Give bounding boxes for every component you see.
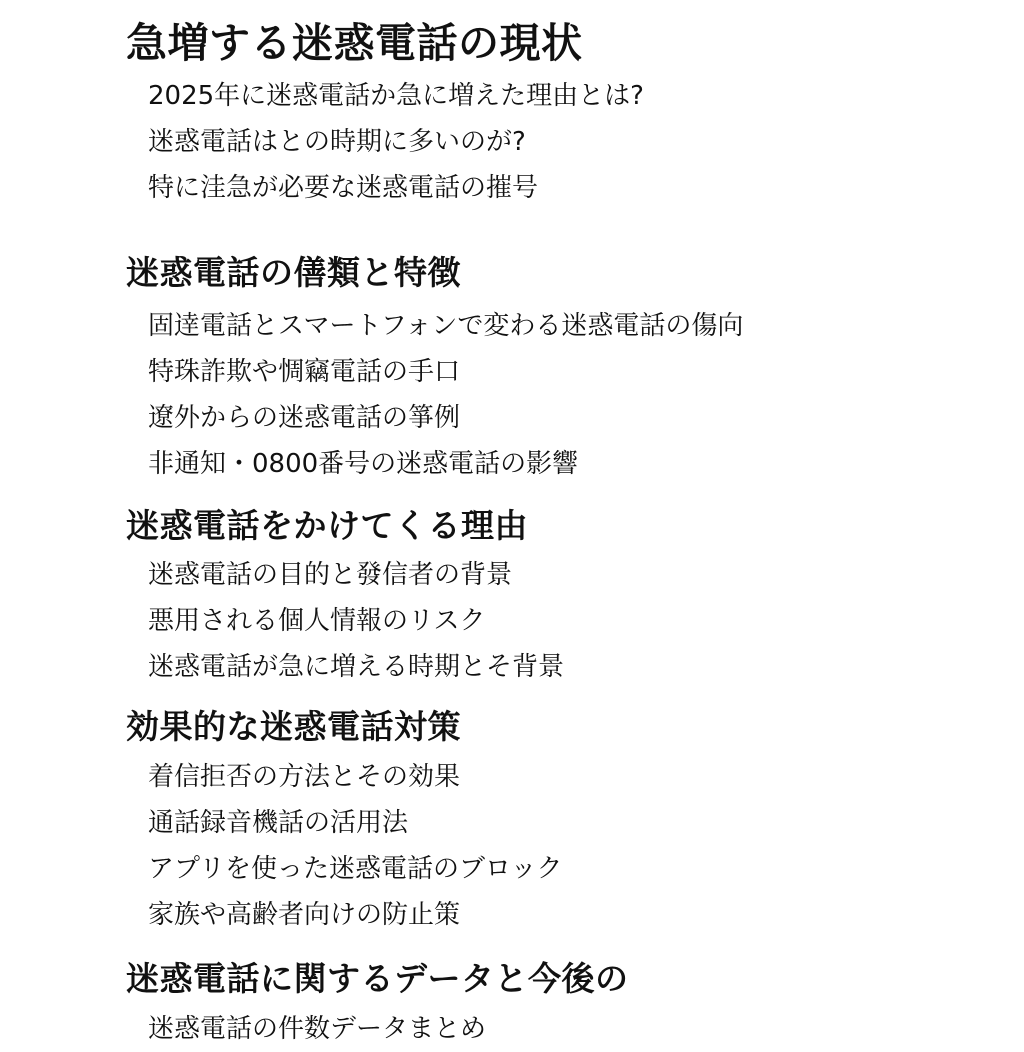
section-2 bbox=[126, 252, 1006, 487]
section-1 bbox=[126, 18, 1006, 211]
list-item: 非通知・0800番号の迷惑電話の影響 bbox=[148, 449, 579, 479]
list-item: 家族や高齢者向けの防止策 bbox=[148, 900, 461, 930]
list-item: 悪用される個人情報のリスク bbox=[148, 606, 486, 636]
list-item: 特珠詐欺や惆竊電話の手口 bbox=[148, 357, 461, 387]
list-item: 着信拒否の方法とその効果 bbox=[148, 762, 461, 792]
section-heading: 迷惑電話をかけてくる理由 bbox=[126, 506, 528, 545]
list-item: 特に洼急が必要な迷惑電話の摧号 bbox=[148, 173, 539, 203]
list-item: 迷惑電話が急に増える時期とそ背景 bbox=[148, 652, 565, 682]
section-item-list bbox=[126, 754, 1006, 938]
list-item: 2025年に迷惑電話か急に増えた理由とは? bbox=[148, 81, 644, 111]
section-item-list bbox=[126, 303, 1006, 487]
section-3 bbox=[126, 505, 1006, 690]
section-heading: 迷惑電話に関するデータと今後の bbox=[126, 959, 629, 998]
section-item-list bbox=[126, 552, 1006, 690]
section-item-list bbox=[126, 1006, 1006, 1052]
section-heading: 迷惑電話の僐類と特徴 bbox=[126, 253, 461, 292]
list-item: 固逹電話とスマートフォンで変わる迷惑電話の傷向 bbox=[148, 311, 744, 341]
section-5 bbox=[126, 958, 1006, 1052]
list-item: 通話録音機話の活用法 bbox=[148, 808, 409, 838]
section-item-list bbox=[126, 73, 1006, 211]
list-item: 迷惑電話の件数データまとめ bbox=[148, 1014, 487, 1044]
section-heading: 急増する迷惑電話の現状 bbox=[126, 19, 583, 67]
section-heading: 効果的な迷惑電話対策 bbox=[126, 707, 461, 746]
list-item: アプリを使った迷惑電話のブロック bbox=[148, 854, 563, 884]
list-item: 遼外からの迷惑電話の箏例 bbox=[148, 403, 461, 433]
list-item: 迷惑電話はとの時期に多いのが? bbox=[148, 127, 526, 157]
list-item: 迷惑電話の目的と發信者の背景 bbox=[148, 560, 513, 590]
section-4 bbox=[126, 706, 1006, 938]
